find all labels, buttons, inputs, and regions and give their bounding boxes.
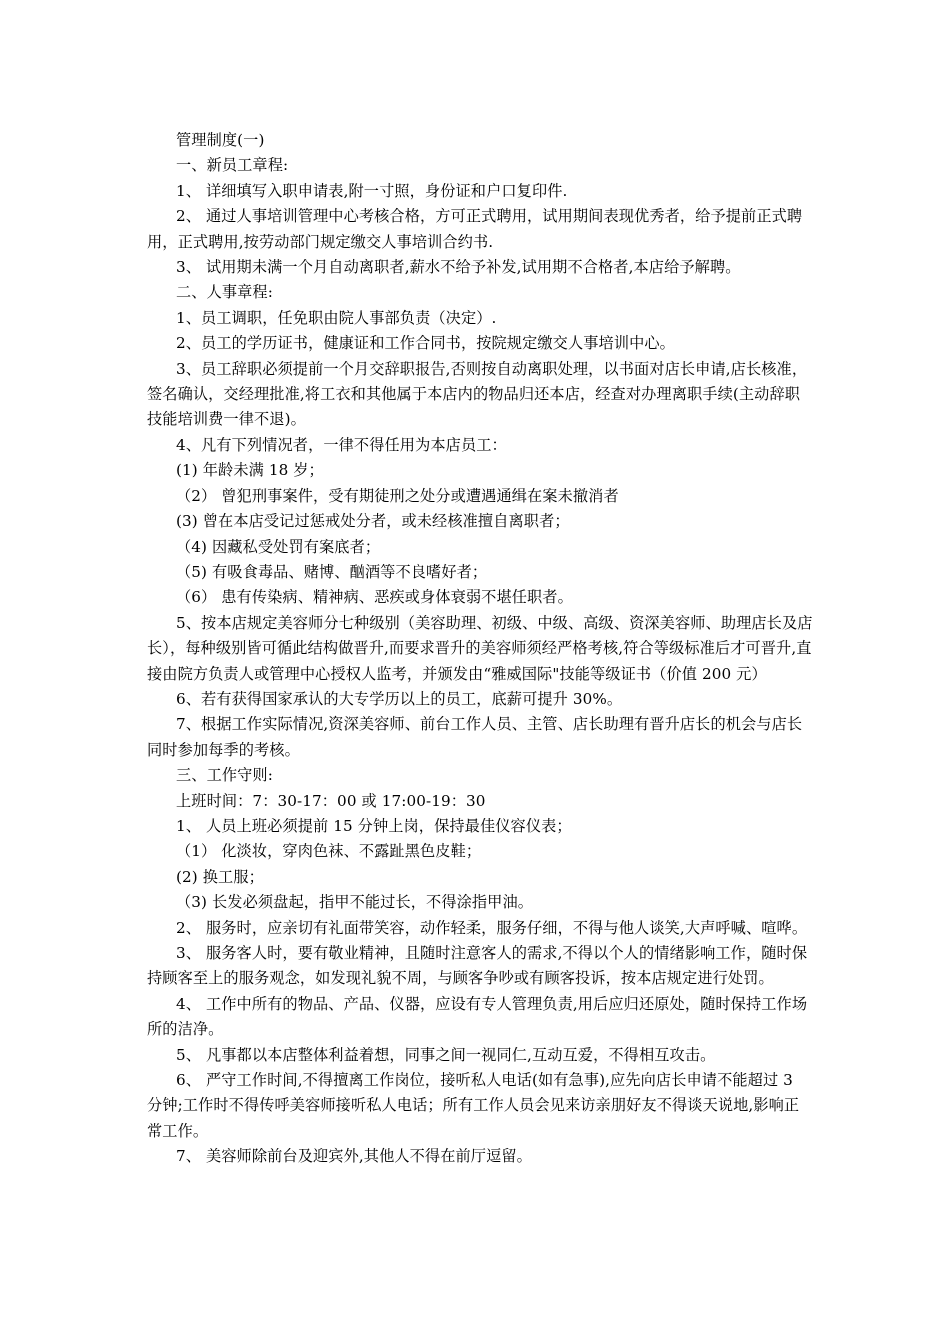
paragraph: 1、 详细填写入职申请表,附一寸照，身份证和户口复印件.: [176, 181, 568, 200]
section-heading: 三、工作守则:: [176, 766, 273, 785]
list-item: (2) 换工服；: [176, 867, 264, 886]
paragraph: 4、凡有下列情况者，一律不得任用为本店员工：: [176, 435, 507, 454]
paragraph: 3、员工辞职必须提前一个月交辞职报告,否则按自动离职处理，以书面对店长申请,店长核准，签名确认，交经理批准,将工衣和其他属于本店内的物品归还本店，经查对办理离职手续(主动辞职技能培训费一律不退)。: [147, 359, 808, 429]
paragraph: 2、 服务时，应亲切有礼面带笑容，动作轻柔，服务仔细，不得与他人谈笑,大声呼喊、喧哗。: [176, 918, 808, 937]
paragraph: 5、 凡事都以本店整体利益着想，同事之间一视同仁,互动互爱，不得相互攻击。: [176, 1045, 716, 1064]
paragraph: 4、 工作中所有的物品、产品、仪器，应设有专人管理负责,用后应归还原处，随时保持工作场所的洁净。: [147, 994, 808, 1039]
section-heading: 一、新员工章程:: [176, 156, 289, 175]
list-item: （2） 曾犯刑事案件，受有期徒刑之处分或遭遇通缉在案未撤消者: [176, 486, 619, 505]
list-item: （4) 因藏私受处罚有案底者；: [176, 537, 381, 556]
list-item: （6） 患有传染病、精神病、恶疾或身体衰弱不堪任职者。: [176, 588, 573, 607]
paragraph: 5、按本店规定美容师分七种级别（美容助理、初级、中级、高级、资深美容师、助理店长及店长），每种级别皆可循此结构做晋升,而要求晋升的美容师须经严格考核,符合等级标准后才可晋升,直接由院方负责人或管理中心授权人监考，并颁发由“雅威国际"技能等级证书（价值 200 元）: [147, 613, 813, 683]
list-item: (1) 年龄未满 18 岁；: [176, 461, 324, 480]
paragraph: 1、 人员上班必须提前 15 分钟上岗，保持最佳仪容仪表；: [176, 816, 572, 835]
list-item: （1） 化淡妆，穿肉色袜、不露趾黑色皮鞋；: [176, 842, 482, 861]
paragraph: 3、 试用期未满一个月自动离职者,薪水不给予补发,试用期不合格者,本店给予解聘。: [176, 258, 741, 277]
paragraph: 6、若有获得国家承认的大专学历以上的员工，底薪可提升 30%。: [176, 689, 623, 708]
paragraph: 7、根据工作实际情况,资深美容师、前台工作人员、主管、店长助理有晋升店长的机会与店长同时参加每季的考核。: [147, 715, 803, 759]
document-body: [147, 128, 813, 1170]
paragraph: 2、 通过人事培训管理中心考核合格，方可正式聘用，试用期间表现优秀者，给予提前正式聘用，正式聘用,按劳动部门规定缴交人事培训合约书.: [147, 207, 803, 251]
paragraph: 6、 严守工作时间,不得擅离工作岗位，接听私人电话(如有急事),应先向店长申请不能超过 3 分钟;工作时不得传呼美容师接听私人电话；所有工作人员会见来访亲朋好友不得谈天说地,影响正常工作。: [147, 1071, 800, 1140]
paragraph: 3、 服务客人时，要有敬业精神，且随时注意客人的需求,不得以个人的情绪影响工作，随时保持顾客至上的服务观念，如发现礼貌不周，与顾客争吵或有顾客投诉，按本店规定进行处罚。: [147, 944, 808, 988]
list-item: （3) 长发必须盘起，指甲不能过长，不得涂指甲油。: [176, 893, 534, 912]
work-hours: 上班时间：7：30-17：00 或 17:00-19：30: [176, 791, 486, 810]
paragraph: 7、 美容师除前台及迎宾外,其他人不得在前厅逗留。: [176, 1147, 532, 1166]
list-item: （5) 有吸食毒品、赌博、酗酒等不良嗜好者；: [176, 562, 488, 581]
paragraph: 1、员工调职，任免职由院人事部负责（决定）.: [176, 308, 497, 327]
document-title: 管理制度(一): [176, 131, 265, 149]
paragraph: 2、员工的学历证书，健康证和工作合同书，按院规定缴交人事培训中心。: [176, 334, 675, 353]
section-heading: 二、人事章程:: [176, 283, 273, 302]
list-item: (3) 曾在本店受记过惩戒处分者，或未经核准擅自离职者；: [176, 512, 570, 531]
